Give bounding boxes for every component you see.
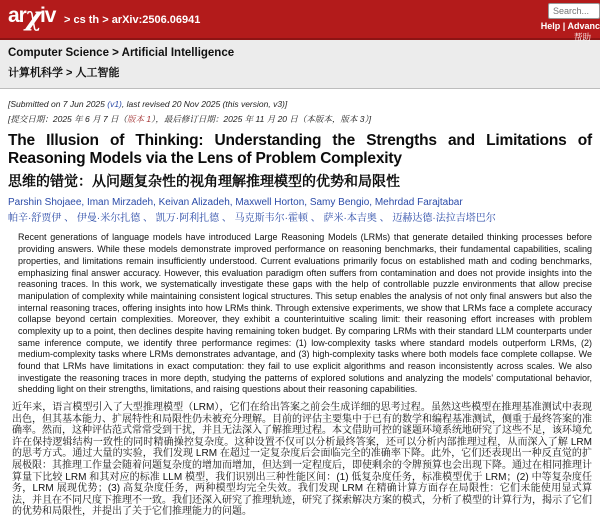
authors-en[interactable]: Parshin Shojaee, Iman Mirzadeh, Keivan Alizadeh, Maxwell Horton, Samy Bengio, Mehrdad Farajtabar (8, 197, 463, 209)
subject-breadcrumb-en[interactable]: Computer Science > Artificial Intelligence (8, 47, 235, 59)
help-advanced-links[interactable]: Help | Advanc (540, 21, 600, 31)
version-v1-link-zh[interactable]: 版本 1 (127, 114, 152, 125)
arxiv-logo-text-iv: iv (39, 4, 56, 27)
paper-title-en: The Illusion of Thinking: Understanding the Strengths and Limitations of Reasoning Models via the Lens of Problem Complexity (8, 132, 592, 168)
arxiv-logo-chi-icon: χ (24, 2, 41, 32)
dateline-zh (8, 114, 592, 125)
breadcrumb[interactable]: > cs th > arXiv:2506.06941 (64, 14, 201, 26)
dateline-en (8, 99, 592, 110)
dateline-zh-suffix: ），最后修订日期：2025 年 11 月 20 日（本版本，版本 3）] (151, 114, 372, 125)
paper-title-zh: 思维的错觉：从问题复杂性的视角理解推理模型的优势和局限性 (8, 172, 400, 189)
abstract-page-content (0, 89, 600, 518)
dateline-zh-prefix: [提交日期：2025 年 6 月 7 日（ (8, 114, 128, 125)
arxiv-logo-text-ar: ar (8, 4, 26, 27)
help-link-zh[interactable]: 帮助 (573, 32, 591, 42)
version-v1-link[interactable]: (v1) (107, 99, 122, 109)
subject-band (0, 40, 600, 89)
abstract-text-zh: 近年来，语言模型引入了大型推理模型（LRM），它们在给出答案之前会生成详细的思考过程。虽然这些模型在推理基准测试中表现出色，但其基本能力、扩展特性和局限性仍未被充分理解。目前的评估主要集中于已有的数学和编程基准测试，侧重于最终答案的准确率。然而，这种评估范式常常受到干扰，并且无法深入了解推理过程。本文借助可控的谜题环境系统地研究了这些不足，该环境允许在保持逻辑结构一致性的同时精确操控复杂度。这种设置不仅可以分析最终答案，还可以分析内部推理过程，从而深入了解 LRM 的思考方式。通过大量的实验，我们发现 LRM 在超过一定复杂度后会面临完全的准确率下降。此外，它们还表现出一种反直觉的扩展极限：其推理工作量会随着问题复杂度的增加而增加，但达到一定程度后，即使剩余的令牌预算也会出现下降。通过在相同推理计算量下比较 LRM 和其对应的标准 LLM 模型，我们识别出三种性能区间：(1) 低复杂度任务，标准模型优于 LRM；(2) 中等复杂度任务，LRM 展现优势；(3) 高复杂度任务，两种模型均完全失效。我们发现 LRM 在精确计算方面存在局限性：它们未能使用显式算法，并且在不同尺度下推理不一致。我们还深入研究了推理轨迹，研究了探索解决方案的模式，分析了模型的计算行为，揭示了它们的优势和局限性，并提出了关于它们推理能力的问题。 (12, 402, 592, 518)
arxiv-header (0, 0, 600, 40)
authors-zh[interactable]: 帕辛·舒贾伊 、 伊曼·米尔扎德 、 凯万·阿利扎德 、 马克斯韦尔·霍顿 、 萨米·本吉奥 、 迈赫达德·法拉吉塔巴尔 (8, 212, 496, 224)
dateline-en-prefix: [Submitted on 7 Jun 2025 (8, 99, 108, 109)
arxiv-logo[interactable] (8, 2, 56, 32)
search-input[interactable] (548, 3, 600, 19)
subject-breadcrumb-zh: 计算机科学 > 人工智能 (8, 67, 120, 79)
abstract-text-en: Recent generations of language models have introduced Large Reasoning Models (LRMs) that generate detailed thinking processes before providing answers. While these models demonstrate improved performance on reasoning benchmarks, their fundamental capabilities, scaling properties, and limitations remain insufficiently understood. Current evaluations primarily focus on established math and coding benchmarks, emphasizing final answer accuracy. However, this evaluation paradigm often suffers from contamination and does not provide insights into the reasoning traces. In this work, we systematically investigate these gaps with the help of controllable puzzle environments that allow precise manipulation of complexity while maintaining consistent logical structures. This setup enables the analysis of not only final answers but also the internal reasoning traces, offering insights into how LRMs think. Through extensive experiments, we show that LRMs face a complete accuracy collapse beyond certain complexities. Moreover, they exhibit a counterintuitive scaling limit: their reasoning effort increases with problem complexity up to a point, then declines despite having remaining token budget. By comparing LRMs with their standard LLM counterparts under same inference compute, we identify three performance regimes: (1) low-complexity tasks where standard models outperform LRMs, (2) medium-complexity tasks where LRMs demonstrates advantage, and (3) high-complexity tasks where both models face complete collapse. We found that LRMs have limitations in exact computation: they fail to use explicit algorithms and reason inconsistently across scales. We also investigate the reasoning traces in more depth, studying the patterns of explored solutions and analyzing the models' computational behavior, shedding light on their strengths, limitations, and raising questions about their reasoning capabilities. (18, 232, 592, 395)
dateline-en-suffix: , last revised 20 Nov 2025 (this version, v3)] (121, 99, 288, 109)
